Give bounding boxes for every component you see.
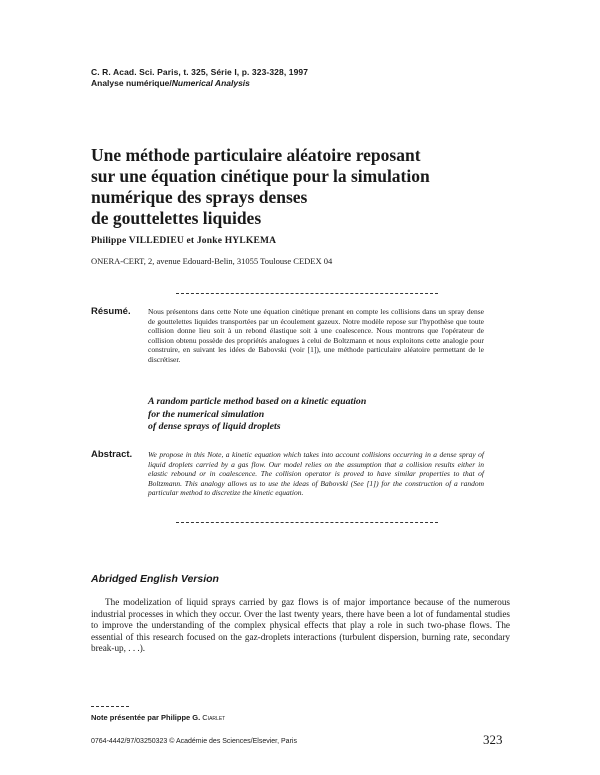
affiliation: ONERA-CERT, 2, avenue Edouard-Belin, 31055 Toulouse CEDEX 04 bbox=[91, 256, 333, 266]
title-line: sur une équation cinétique pour la simulation bbox=[91, 166, 430, 186]
page-number: 323 bbox=[483, 732, 503, 747]
footnote-prefix: Note présentée par Philippe G. bbox=[91, 713, 203, 722]
article-title bbox=[91, 145, 511, 229]
title-line: Une méthode particulaire aléatoire reposant bbox=[91, 145, 421, 165]
authors: Philippe VILLEDIEU et Jonke HYLKEMA bbox=[91, 236, 277, 246]
english-title bbox=[148, 396, 366, 434]
abstract-text: We propose in this Note, a kinetic equation which takes into account collisions occurring in a dense spray of liquid droplets carried by a gas flow. Our model relies on the assumption that a collision results either in elastic rebound or in coalescence. The collision operator is proved to have similar properties to that of Boltzmann. This analogy allows us to use the ideas of Babovski (See [1]) for the construction of a random particular method to discretize the kinetic equation. bbox=[148, 450, 484, 498]
footnote-name: Ciarlet bbox=[202, 713, 226, 722]
title-line: de gouttelettes liquides bbox=[91, 208, 262, 228]
english-title-line: for the numerical simulation bbox=[148, 408, 265, 420]
abstract-label: Abstract. bbox=[91, 449, 133, 460]
title-line: numérique des sprays denses bbox=[91, 187, 308, 207]
english-title-line: of dense sprays of liquid droplets bbox=[148, 421, 281, 432]
copyright-line: 0764-4442/97/03250323 © Académie des Sciences/Elsevier, Paris bbox=[91, 738, 297, 745]
dashed-divider-bottom bbox=[176, 522, 438, 523]
body-text bbox=[91, 597, 510, 655]
footnote bbox=[91, 713, 225, 722]
section-line bbox=[91, 78, 250, 88]
footnote-rule bbox=[91, 706, 129, 707]
journal-reference: C. R. Acad. Sci. Paris, t. 325, Série I, p. 323-328, 1997 bbox=[91, 67, 309, 77]
body-paragraph: The modelization of liquid sprays carried by gaz flows is of major importance because of the numerous industrial processes in which they occur. Over the last twenty years, there have been a lot of fundamental studies to improve the understanding of the complex physical effects that play a role in such two-phase flows. The essential of this research focused on the gaz-droplets interactions (turbulent dispersion, burning rate, secondary break-up, . . .). bbox=[91, 597, 510, 654]
section-label: Analyse numérique/ bbox=[91, 78, 172, 88]
resume-text: Nous présentons dans cette Note une équation cinétique prenant en compte les collisions dans un spray dense de gouttelettes liquides transportées par un écoulement gazeux. Notre modèle repose sur l'hypothèse que toute collision donne lieu soit à un rebond élastique soit à une coalescence. Nous montrons que l'opérateur de collision obtenu possède des propriétés analogues à celui de Boltzmann et nous exploitons cette analogie pour construire, en suivant les idées de Babovski (voir [1]), une méthode particulaire aléatoire permettant de le discrétiser. bbox=[148, 307, 484, 364]
dashed-divider-top bbox=[176, 293, 438, 294]
section-heading: Abridged English Version bbox=[91, 573, 219, 585]
english-title-line: A random particle method based on a kinetic equation bbox=[148, 396, 367, 407]
resume-label: Résumé. bbox=[91, 306, 131, 317]
section-label-english: Numerical Analysis bbox=[171, 78, 250, 88]
